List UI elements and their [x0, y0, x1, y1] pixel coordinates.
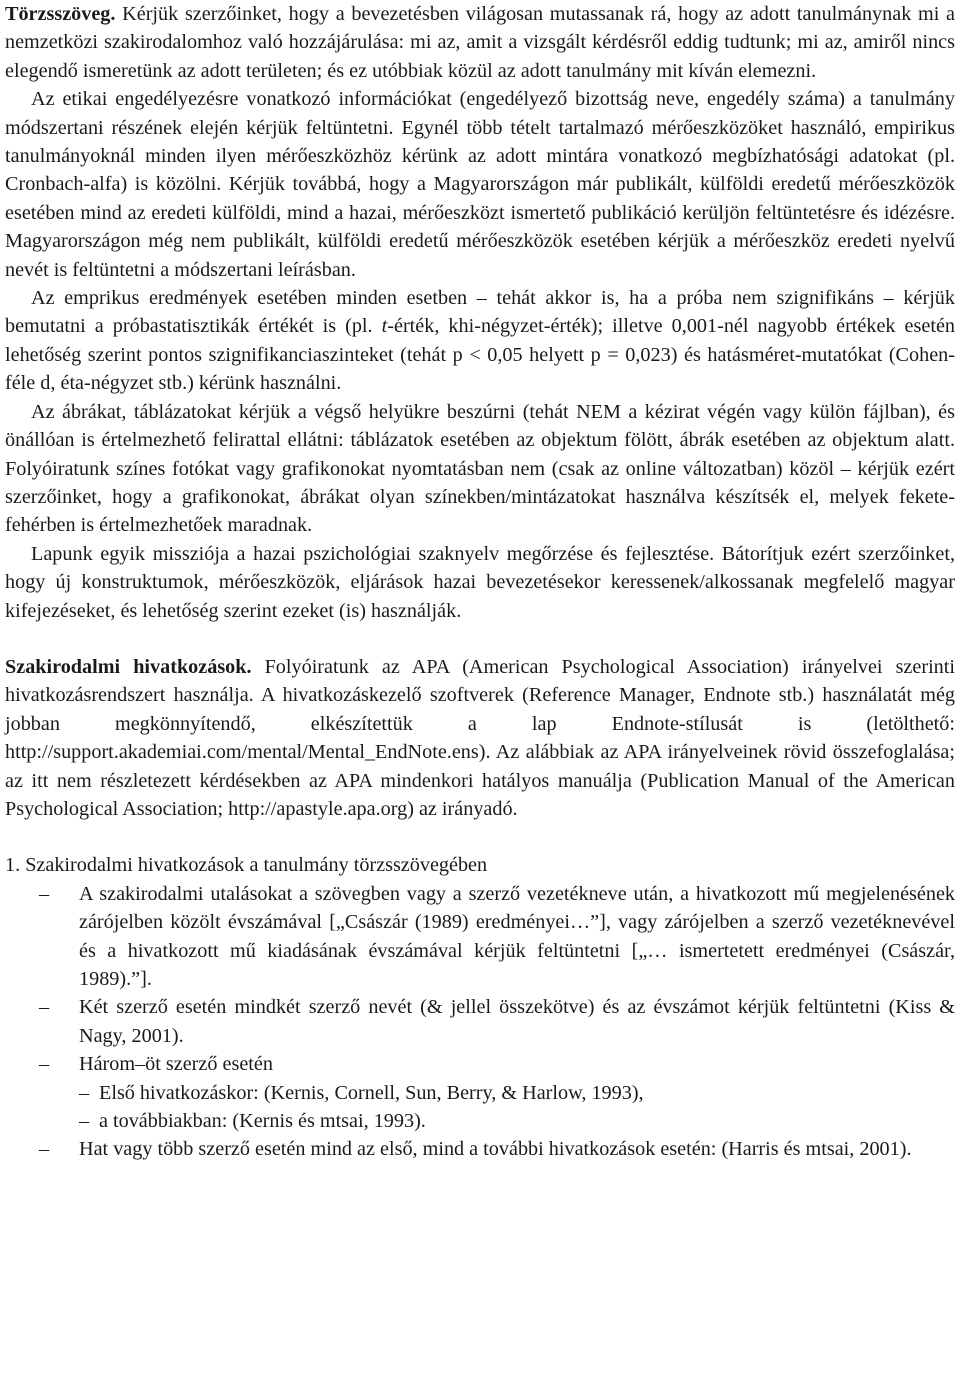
reference-rules-list	[5, 880, 955, 1164]
sub-list-item: – Első hivatkozáskor: (Kernis, Cornell, Sun, Berry, & Harlow, 1993),	[79, 1079, 955, 1107]
list-item	[5, 993, 955, 1050]
body-paragraph-1-text: Kérjük szerzőinket, hogy a bevezetésben világosan mutassanak rá, hogy az adott tanulmánynak mi a nemzetközi szakirodalomhoz való hozzájárulása: mi az, amit a vizsgált kérdésről eddig tudtunk; mi az, amiről nincs elegendő ismeretünk az adott területen; és ez utóbbiak közül az adott tanulmány mit kíván elemezni.	[5, 3, 955, 82]
list-item-text: Három–öt szerző esetén	[79, 1053, 273, 1076]
list-item	[5, 1050, 955, 1135]
section-spacer-1	[5, 625, 955, 653]
body-paragraph-3-italic: t	[381, 315, 388, 338]
sub-list-item: – a továbbiakban: (Kernis és mtsai, 1993).	[79, 1107, 955, 1135]
body-paragraph-2: Az etikai engedélyezésre vonatkozó információkat (engedélyező bizottság neve, engedély száma) a tanulmány módszertani részének elején kérjük feltüntetni. Egynél több tételt tartalmazó mérőeszközöket használó, empirikus tanulmányoknál minden ilyen mérőeszközhöz kérünk az adott mintára vonatkozó megbízhatósági adatokat (pl. Cronbach-alfa) is közölni. Kérjük továbbá, hogy a Magyarországon már publikált, külföldi eredetű mérőeszközök esetében mind az eredeti külföldi, mind a hazai, mérőeszközt ismertető publikáció kerüljön feltüntetésre és idézésre. Magyarországon még nem publikált, külföldi eredetű mérőeszközök esetében kérjük a mérőeszköz eredeti nyelvű nevét is feltüntetni a módszertani leírásban.	[5, 88, 955, 281]
sub-list	[79, 1079, 955, 1136]
list-item-text: A szakirodalmi utalásokat a szövegben vagy a szerző vezetékneve után, a hivatkozott mű megjelenésének zárójelben közölt évszámával [„Császár (1989) eredményei…”], vagy zárójelben a szerző vezetéknevével és a hivatkozott mű kiadásának évszámával kérjük feltüntetni [„… ismertetett eredményei (Császár, 1989).”].	[79, 882, 955, 990]
body-paragraph-3-part-a: Az emprikus eredmények esetében minden esetben – tehát akkor is, ha a próba nem szignifikáns – kérjük bemutatni a próbastatisztikák értékét is (pl.	[5, 287, 955, 338]
body-paragraph-1	[5, 0, 955, 85]
body-paragraph-4: Az ábrákat, táblázatokat kérjük a végső helyükre beszúrni (tehát NEM a kézirat végén vagy külön fájlban), és önállóan is értelmezhető felirattal ellátni: táblázatok esetében az objektum fölött, ábrák esetében az objektum alatt. Folyóiratunk színes fotókat vagy grafikonokat nyomtatásban nem (csak az online változatban) közöl – kérjük ezért szerzőinket, hogy a grafikonokat, ábrákat olyan színekben/mintázatokat használva készítsék el, melyek fekete-fehérben is értelmezhetőek maradnak.	[5, 400, 955, 537]
body-paragraph-5: Lapunk egyik missziója a hazai pszichológiai szaknyelv megőrzése és fejlesztése. Bátorítjuk ezért szerzőinket, hogy új konstruktumok, mérőeszközök, eljárások hazai bevezetésekor keressenek/alkossanak megfelelő magyar kifejezéseket, és lehetőség szerint ezeket (is) használják.	[5, 542, 955, 622]
list-item	[5, 1135, 955, 1163]
body-paragraph-3-part-b: -érték, khi-négyzet-érték); illetve 0,001-nél nagyobb értékek esetén lehetőség szerint pontos szignifikanciaszinteket (tehát p < 0,05 helyett p = 0,023) és hatásméret-mutatókat (Cohen-féle d, éta-négyzet stb.) kérünk használni.	[5, 315, 955, 395]
body-paragraph-3	[5, 284, 955, 398]
list-heading: 1. Szakirodalmi hivatkozások a tanulmány törzsszövegében	[5, 854, 488, 877]
section-heading-refs: Szakirodalmi hivatkozások.	[5, 655, 252, 678]
list-item-text: Két szerző esetén mindkét szerző nevét (& jellel összekötve) és az évszámot kérjük feltüntetni (Kiss & Nagy, 2001).	[79, 996, 955, 1047]
list-item	[5, 880, 955, 994]
section-spacer-2	[5, 823, 955, 851]
refs-paragraph-1	[5, 653, 955, 823]
section-heading-body: Törzsszöveg.	[5, 3, 116, 25]
list-item-text: Hat vagy több szerző esetén mind az első, mind a további hivatkozások esetén: (Harris és mtsai, 2001).	[79, 1138, 912, 1161]
refs-paragraph-1-text: Folyóiratunk az APA (American Psychological Association) irányelvei szerinti hivatkozásrendszert használja. A hivatkozáskezelő szoftverek (Reference Manager, Endnote stb.) használatát még jobban megkönnyítendő, elkészítettük a lap Endnote-stílusát is (letölthető: http://support.akademiai.com/mental/Mental_EndNote.ens). Az alábbiak az APA irányelveinek rövid összefoglalása; az itt nem részletezett kérdésekben az APA mindenkori hatályos manuálja (Publication Manual of the American Psychological Association; http://apastyle.apa.org) az irányadó.	[5, 655, 955, 820]
